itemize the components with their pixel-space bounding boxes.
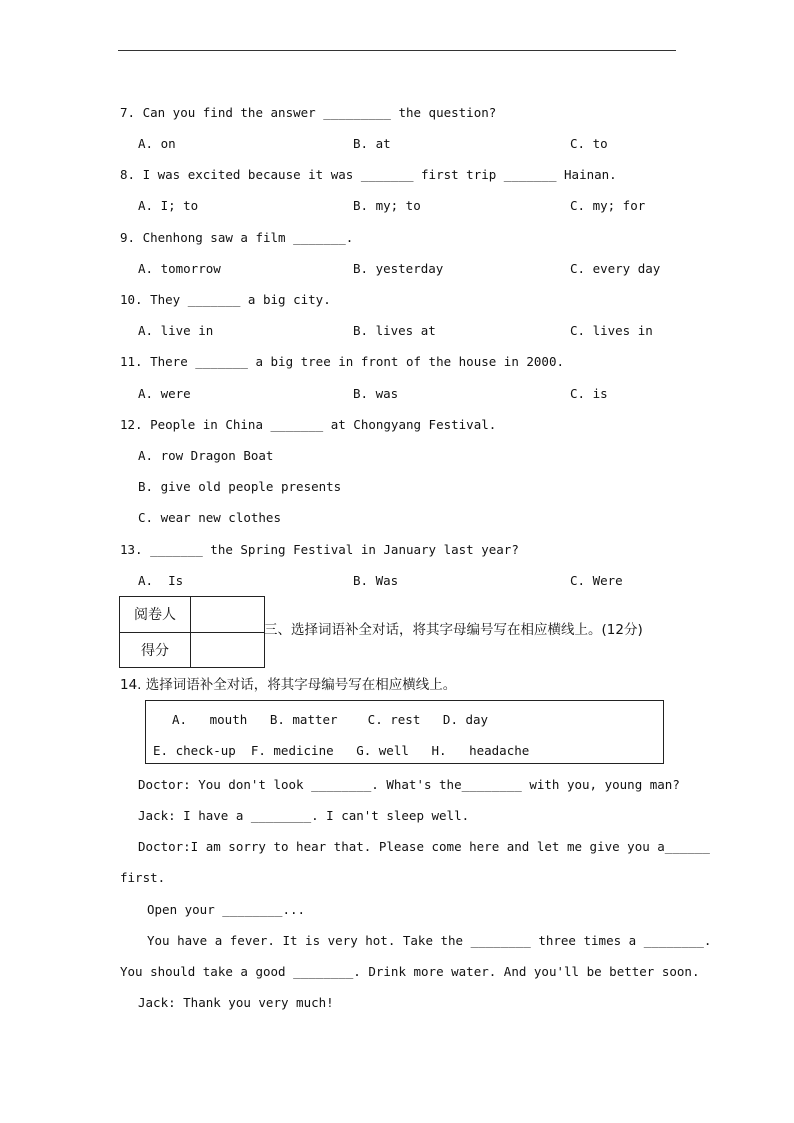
option-b: B. give old people presents [138, 479, 342, 494]
option-c: C. every day [570, 261, 661, 276]
option-a: A. live in [138, 323, 214, 338]
dialogue-line: You should take a good ________. Drink more water. And you'll be better soon. [120, 964, 700, 979]
word-bank-row: A. mouth B. matter C. rest D. day [172, 712, 489, 727]
reviewer-label: 阅卷人 [120, 597, 191, 633]
question-stem: 12. People in China _______ at Chongyang Festival. [120, 417, 497, 432]
option-b: B. Was [353, 573, 399, 588]
option-a: A. tomorrow [138, 261, 221, 276]
question-stem: 8. I was excited because it was _______ first trip _______ Hainan. [120, 167, 617, 182]
option-c: C. Were [570, 573, 623, 588]
dialogue-line: You have a fever. It is very hot. Take the ________ three times a ________. [147, 933, 712, 948]
header-rule [118, 50, 676, 51]
option-a: A. were [138, 386, 191, 401]
option-b: B. my; to [353, 198, 421, 213]
dialogue-line: Open your ________... [147, 902, 306, 917]
option-c: C. to [570, 136, 608, 151]
section-title: 三、选择词语补全对话，将其字母编号写在相应横线上。(12分) [264, 622, 643, 638]
option-a: A. row Dragon Boat [138, 448, 274, 463]
option-b: B. lives at [353, 323, 436, 338]
option-b: B. yesterday [353, 261, 444, 276]
question-stem: 13. _______ the Spring Festival in January last year? [120, 542, 519, 557]
question-stem: 10. They _______ a big city. [120, 292, 331, 307]
reviewer-cell[interactable] [191, 597, 265, 633]
dialogue-line: Jack: I have a ________. I can't sleep well. [138, 808, 470, 823]
option-b: B. at [353, 136, 391, 151]
option-c: C. my; for [570, 198, 646, 213]
question-stem: 7. Can you find the answer _________ the question? [120, 105, 497, 120]
option-c: C. wear new clothes [138, 510, 281, 525]
word-bank-row: E. check-up F. medicine G. well H. headache [153, 743, 530, 758]
option-a: A. I; to [138, 198, 199, 213]
score-table [119, 596, 265, 668]
dialogue-line: Doctor: You don't look ________. What's the________ with you, young man? [138, 777, 680, 792]
word-bank [145, 700, 664, 764]
option-b: B. was [353, 386, 399, 401]
option-a: A. on [138, 136, 176, 151]
question-stem: 11. There _______ a big tree in front of the house in 2000. [120, 354, 565, 369]
question-stem: 9. Chenhong saw a film _______. [120, 230, 354, 245]
option-c: C. lives in [570, 323, 653, 338]
score-cell[interactable] [191, 632, 265, 668]
dialogue-line: Doctor:I am sorry to hear that. Please come here and let me give you a______ [138, 839, 710, 854]
dialogue-line: first. [120, 870, 166, 885]
score-label: 得分 [120, 632, 191, 668]
option-c: C. is [570, 386, 608, 401]
option-a: A. Is [138, 573, 184, 588]
question-14-stem: 14. 选择词语补全对话，将其字母编号写在相应横线上。 [120, 677, 457, 693]
dialogue-line: Jack: Thank you very much! [138, 995, 334, 1010]
